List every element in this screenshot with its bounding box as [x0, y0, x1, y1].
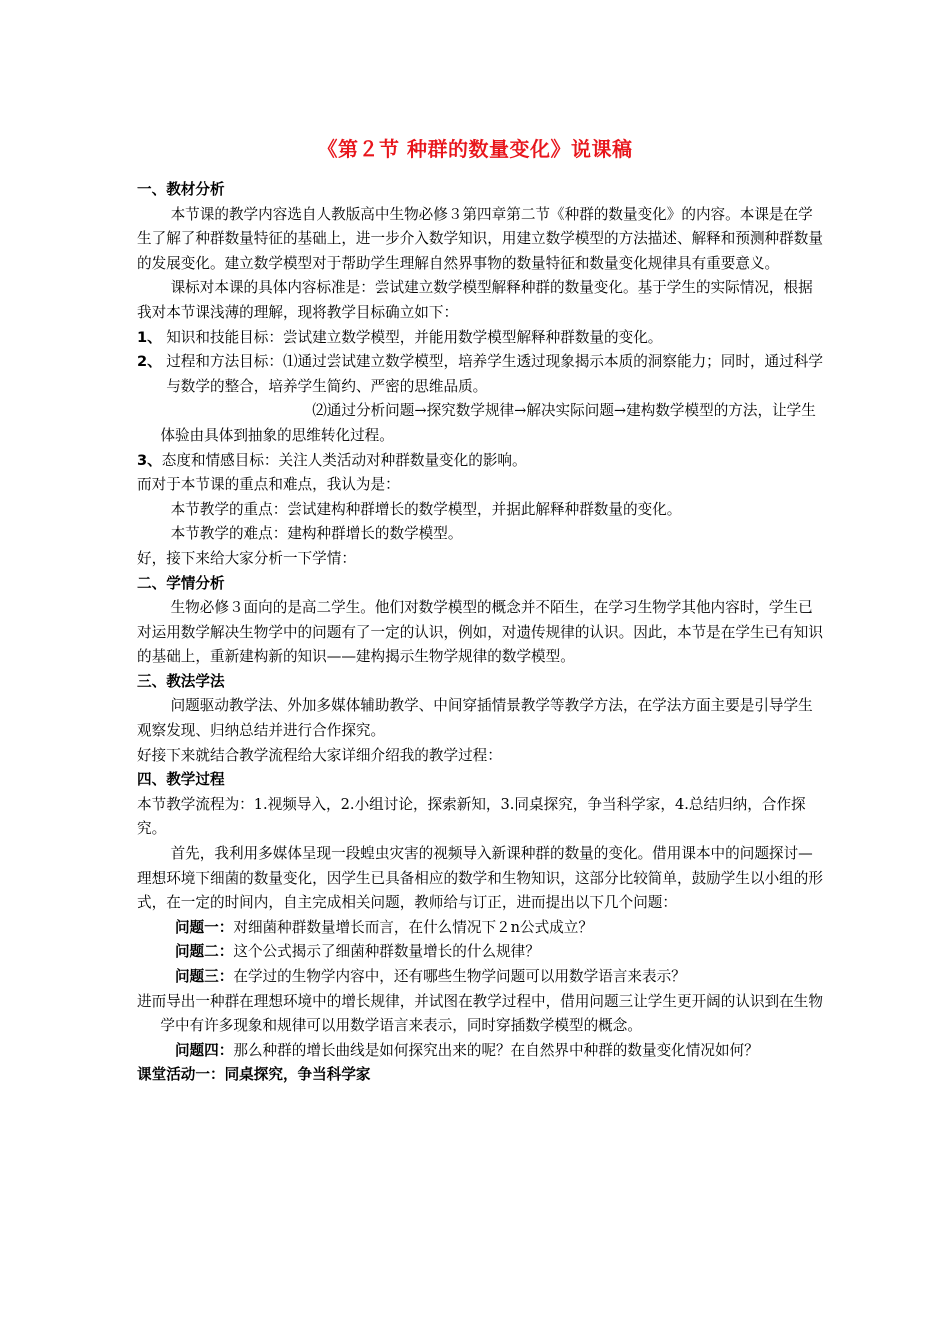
goal-item-2: [137, 350, 827, 399]
document-title: 《第２节 种群的数量变化》说课稿: [317, 137, 633, 161]
paragraph: 首先，我利用多媒体呈现一段蝗虫灾害的视频导入新课种群的数量的变化。借用课本中的问题探讨—理想环境下细菌的数量变化，因学生已具备相应的数学和生物知识，这部分比较简单，鼓励学生以小组的形式，在一定的时间内，自主完成相关问题，教师给与订正，进而提出以下几个问题：: [137, 845, 823, 912]
paragraph: 进而导出一种群在理想环境中的增长规律，并试图在教学过程中，借用问题三让学生更开阔的认识到在生物学中有许多现象和规律可以用数学语言来表示，同时穿插数学模型的概念。: [137, 992, 823, 1035]
paragraph: 好接下来就结合教学流程给大家详细介绍我的教学过程：: [137, 746, 502, 764]
paragraph: 本节课的教学内容选自人教版高中生物必修３第四章第二节《种群的数量变化》的内容。本课是在学生了解了种群数量特征的基础上，进一步介入数学知识，用建立数学模型的方法描述、解释和预测种群数量的发展变化。建立数学模型对于帮助学生理解自然界事物的数量特征和数量变化规律具有重要意义。: [137, 205, 823, 272]
paragraph: 本节教学流程为：1.视频导入，2.小组讨论，探索新知，3.同桌探究，争当科学家，4.总结归纳，合作探究。: [137, 795, 806, 838]
question-label: 问题二：: [174, 943, 234, 961]
paragraph: 课标对本课的具体内容标准是：尝试建立数学模型解释种群的数量变化。基于学生的实际情况，根据我对本节课浅薄的理解，现将教学目标确立如下：: [137, 279, 813, 321]
list-number: 2、: [137, 353, 162, 371]
paragraph: 问题驱动教学法、外加多媒体辅助教学、中间穿插情景教学等教学方法，在学法方面主要是引导学生观察发现、归纳总结并进行合作探究。: [137, 697, 813, 740]
question-1: [137, 916, 827, 941]
question-text: 那么种群的增长曲线是如何探究出来的呢？在自然界中种群的数量变化情况如何？: [233, 1041, 759, 1059]
list-number: 1、: [137, 328, 162, 346]
question-text: 在学过的生物学内容中，还有哪些生物学问题可以用数学语言来表示？: [233, 968, 686, 985]
goal-text: 过程和方法目标：⑴通过尝试建立数学模型，培养学生透过现象揭示本质的洞察能力；同时，通过科学与数学的整合，培养学生简约、严密的思维品质。: [166, 353, 823, 395]
section-heading-student-analysis: 二、学情分析: [137, 574, 225, 592]
question-4: [137, 1039, 827, 1064]
document-body: [137, 178, 827, 1088]
question-3: [137, 965, 827, 990]
question-text: 对细菌种群数量增长而言，在什么情况下２n公式成立？: [233, 918, 593, 936]
paragraph: 生物必修３面向的是高二学生。他们对数学模型的概念并不陌生，在学习生物学其他内容时，学生已对运用数学解决生物学中的问题有了一定的认识，例如，对遗传规律的认识。因此，本节是在学生已有知识的基础上，重新建构新的知识——建构揭示生物学规律的数学模型。: [137, 599, 823, 666]
goal-item-3: [137, 449, 827, 474]
goal-text: 知识和技能目标：尝试建立数学模型，并能用数学模型解释种群数量的变化。: [166, 328, 663, 346]
paragraph: 好，接下来给大家分析一下学情：: [137, 549, 356, 567]
goal-text: 态度和情感目标：关注人类活动对种群数量变化的影响。: [161, 451, 527, 469]
key-point: 本节教学的重点：尝试建构种群增长的数学模型，并据此解释种群数量的变化。: [170, 500, 682, 518]
paragraph: 而对于本节课的重点和难点，我认为是：: [137, 476, 400, 494]
question-label: 问题四：: [174, 1041, 234, 1059]
question-label: 问题三：: [174, 968, 234, 985]
goal-item-2b: ⑵通过分析问题→探究数学规律→解决实际问题→建构数学模型的方法，让学生体验由具体到抽象的思维转化过程。: [160, 402, 816, 444]
list-number: 3、: [137, 451, 162, 469]
activity-heading: 课堂活动一：同桌探究，争当科学家: [137, 1066, 371, 1084]
goal-item-1: [137, 326, 827, 351]
question-label: 问题一：: [174, 918, 234, 936]
question-2: [137, 940, 827, 965]
difficult-point: 本节教学的难点：建构种群增长的数学模型。: [170, 525, 463, 543]
section-heading-textbook-analysis: 一、教材分析: [137, 181, 225, 198]
question-text: 这个公式揭示了细菌种群数量增长的什么规律？: [233, 943, 540, 961]
section-heading-teaching-process: 四、教学过程: [137, 771, 225, 789]
section-heading-methods: 三、教法学法: [137, 672, 225, 690]
